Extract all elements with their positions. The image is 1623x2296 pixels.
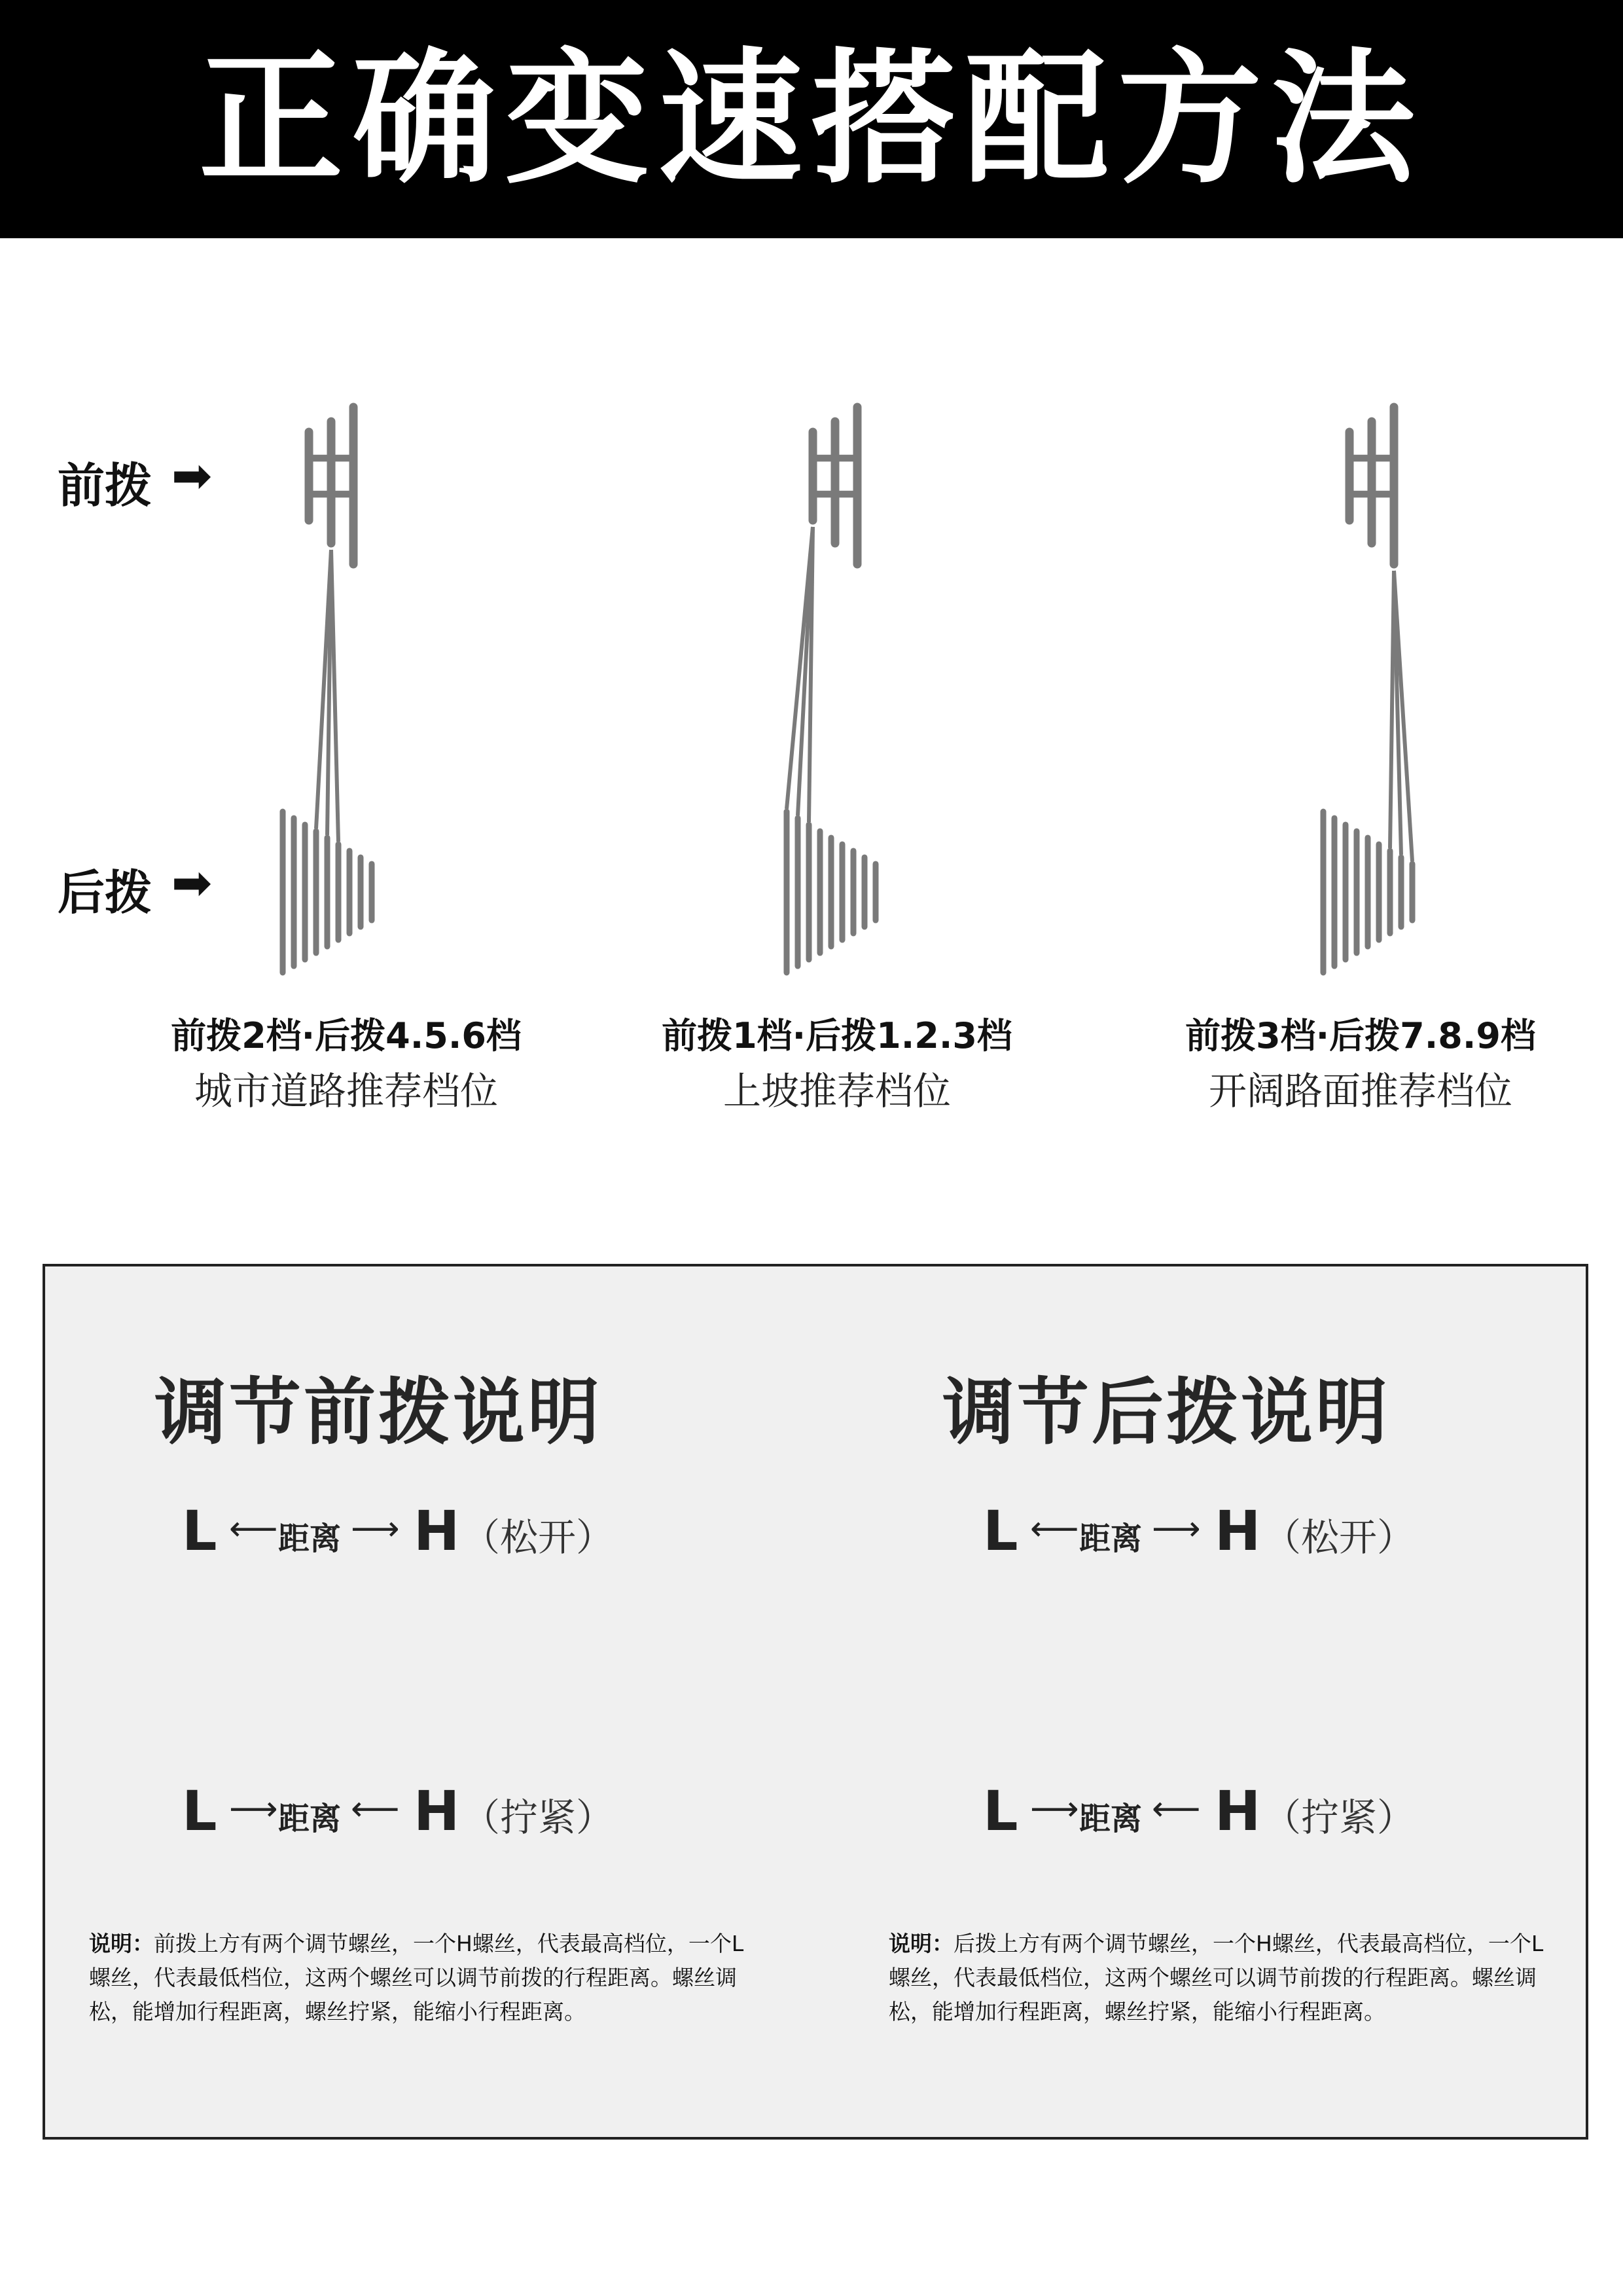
rear-desc-label: 说明：: [889, 1931, 954, 1956]
rear-loosen-note: （松开）: [1263, 1515, 1416, 1560]
rear-derailleur-label: 后拨: [58, 865, 152, 920]
front-adjust-heading: 调节前拨说明: [154, 1371, 602, 1454]
front-tighten-note: （拧紧）: [462, 1795, 615, 1840]
left-arrow-icon: ⟵: [351, 1789, 400, 1829]
combo-caption-1: 前拨2档·后拨4.5.6档: [171, 1015, 522, 1056]
front-loosen-l: L: [182, 1499, 217, 1563]
combo-1-chain-line-3: [331, 550, 338, 842]
front-tighten-l: L: [182, 1779, 217, 1843]
right-arrow-icon: ⟶: [351, 1509, 400, 1549]
rear-tighten-note: （拧紧）: [1263, 1795, 1416, 1840]
combo-usage-2: 上坡推荐档位: [722, 1069, 951, 1113]
front-loosen-note: （松开）: [462, 1515, 615, 1560]
right-arrow-icon: ➡: [171, 855, 213, 911]
left-arrow-icon: ⟵: [229, 1509, 278, 1549]
combo-usage-1: 城市道路推荐档位: [194, 1069, 498, 1113]
rear-desc-text: 后拨上方有两个调节螺丝，一个H螺丝，代表最高档位，一个L螺丝，代表最低档位，这两个螺丝可以调节前拨的行程距离。螺丝调松，能增加行程距离，螺丝拧紧，能缩小行程距离。: [889, 1931, 1544, 2024]
front-tighten-distance: 距离: [278, 1801, 342, 1837]
combo-usage-3: 开阔路面推荐档位: [1208, 1069, 1512, 1113]
rear-tighten-l: L: [983, 1779, 1018, 1843]
rear-loosen-h: H: [1215, 1499, 1261, 1563]
right-arrow-icon: ⟶: [1030, 1789, 1079, 1829]
front-loosen-distance: 距离: [278, 1520, 342, 1557]
rear-adjust-heading: 调节后拨说明: [942, 1371, 1390, 1454]
rear-tighten-h: H: [1215, 1779, 1261, 1843]
front-desc-label: 说明：: [89, 1931, 154, 1956]
front-derailleur-label: 前拨: [58, 458, 152, 513]
front-tighten-h: H: [414, 1779, 460, 1843]
right-arrow-icon: ⟶: [1152, 1509, 1201, 1549]
page-title: 正确变速搭配方法: [198, 35, 1424, 203]
rear-loosen-distance: 距离: [1079, 1520, 1143, 1557]
right-arrow-icon: ⟶: [229, 1789, 278, 1829]
rear-tighten-distance: 距离: [1079, 1801, 1143, 1837]
rear-adjust-description: [889, 1927, 1563, 2029]
rear-loosen-l: L: [983, 1499, 1018, 1563]
right-arrow-icon: ➡: [171, 448, 213, 504]
left-arrow-icon: ⟵: [1030, 1509, 1079, 1549]
combo-caption-3: 前拨3档·后拨7.8.9档: [1185, 1015, 1536, 1056]
combo-caption-2: 前拨1档·后拨1.2.3档: [662, 1015, 1012, 1056]
left-arrow-icon: ⟵: [1152, 1789, 1201, 1829]
front-loosen-h: H: [414, 1499, 460, 1563]
front-desc-text: 前拨上方有两个调节螺丝，一个H螺丝，代表最高档位，一个L螺丝，代表最低档位，这两个螺丝可以调节前拨的行程距离。螺丝调松，能增加行程距离，螺丝拧紧，能缩小行程距离。: [89, 1931, 744, 2024]
front-adjust-description: [89, 1927, 763, 2029]
